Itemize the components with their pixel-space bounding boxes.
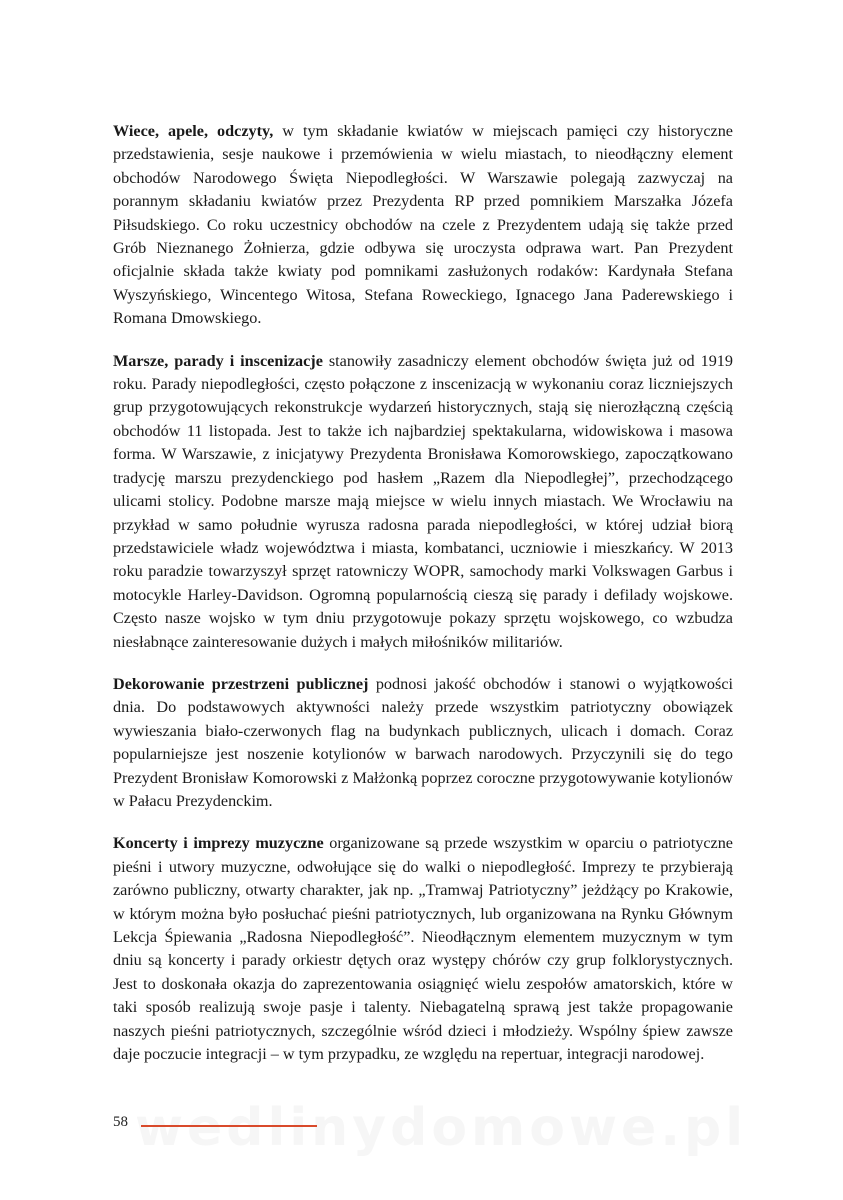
paragraph-marches	[113, 350, 733, 654]
paragraph-lead: Marsze, parady i inscenizacje	[113, 351, 323, 370]
footer-rule	[141, 1125, 317, 1127]
paragraph-text: organizowane są przede wszystkim w oparciu o patriotyczne pieśni i utwory muzyczne, odwołujące się do walki o niepodległość. Imprezy te przybierają zarówno publiczny, otwarty charakter, jak np. „Tramwaj Patriotyczny” jeżdżący po Krakowie, w którym można było posłuchać pieśni patriotycznych, lub organizowana na Rynku Głównym Lekcja Śpiewania „Radosna Niepodległość”. Nieodłącznym elementem muzycznym w tym dniu są koncerty i parady orkiestr dętych oraz występy chórów czy grup folklorystycznych. Jest to doskonała okazja do zaprezentowania osiągnięć wielu zespołów amatorskich, które w taki sposób realizują swoje pasje i talenty. Niebagatelną sprawą jest także propagowanie naszych pieśni patriotycznych, szczególnie wśród dzieci i młodzieży. Wspólny śpiew zawsze daje poczucie integracji – w tym przypadku, ze względu na repertuar, integracji narodowej.	[113, 834, 733, 1064]
watermark: wedlinydomowe.pl	[135, 1098, 748, 1158]
paragraph-lead: Dekorowanie przestrzeni publicznej	[113, 674, 369, 693]
paragraph-text: stanowiły zasadniczy element obchodów święta już od 1919 roku. Parady niepodległości, często połączone z inscenizacją w wykonaniu coraz liczniejszych grup przygotowujących rekonstrukcje wydarzeń historycznych, stają się nierozłączną częścią obchodów 11 listopada. Jest to także ich najbardziej spektakularna, widowiskowa i masowa forma. W Warszawie, z inicjatywy Prezydenta Bronisława Komorowskiego, zapoczątkowano tradycję marszu prezydenckiego pod hasłem „Razem dla Niepodległej”, przechodzącego ulicami stolicy. Podobne marsze mają miejsce w wielu innych miastach. We Wrocławiu na przykład w samo południe wyrusza radosna parada niepodległości, w której udział biorą przedstawiciele władz województwa i miasta, kombatanci, uczniowie i mieszkańcy. W 2013 roku paradzie towarzyszył sprzęt ratowniczy WOPR, samochody marki Volkswagen Garbus i motocykle Harley-Davidson. Ogromną popularnością cieszą się parady i defilady wojskowe. Często nasze wojsko w tym dniu przygotowuje pokazy sprzętu wojskowego, co wzbudza niesłabnące zainteresowanie dużych i małych miłośników militariów.	[113, 351, 733, 651]
paragraph-concerts	[113, 832, 733, 1066]
page-body	[113, 120, 733, 1085]
paragraph-decorating	[113, 673, 733, 813]
paragraph-text: w tym składanie kwiatów w miejscach pamięci czy historyczne przedstawienia, sesje naukowe i przemówienia w wielu miastach, to nieodłączny element obchodów Narodowego Święta Niepodległości. W Warszawie polegają zazwyczaj na porannym składaniu kwiatów przez Prezydenta RP przed pomnikiem Marszałka Józefa Piłsudskiego. Co roku uczestnicy obchodów na czele z Prezydentem udają się także przed Grób Nieznanego Żołnierza, gdzie odbywa się uroczysta odprawa wart. Pan Prezydent oficjalnie składa także kwiaty pod pomnikami zasłużonych rodaków: Kardynała Stefana Wyszyńskiego, Wincentego Witosa, Stefana Roweckiego, Ignacego Jana Paderewskiego i Romana Dmowskiego.	[113, 122, 733, 328]
page-footer	[113, 1098, 753, 1158]
paragraph-lead: Wiece, apele, odczyty,	[113, 122, 274, 140]
page-number: 58	[113, 1114, 128, 1130]
paragraph-rallies	[113, 120, 733, 331]
paragraph-text: podnosi jakość obchodów i stanowi o wyjątkowości dnia. Do podstawowych aktywności należy przede wszystkim patriotyczny obowiązek wywieszania biało-czerwonych flag na budynkach publicznych, ulicach i domach. Coraz popularniejsze jest noszenie kotylionów w barwach narodowych. Przyczynili się do tego Prezydent Bronisław Komorowski z Małżonką poprzez coroczne przygotowywanie kotylionów w Pałacu Prezydenckim.	[113, 674, 733, 810]
paragraph-lead: Koncerty i imprezy muzyczne	[113, 834, 324, 853]
